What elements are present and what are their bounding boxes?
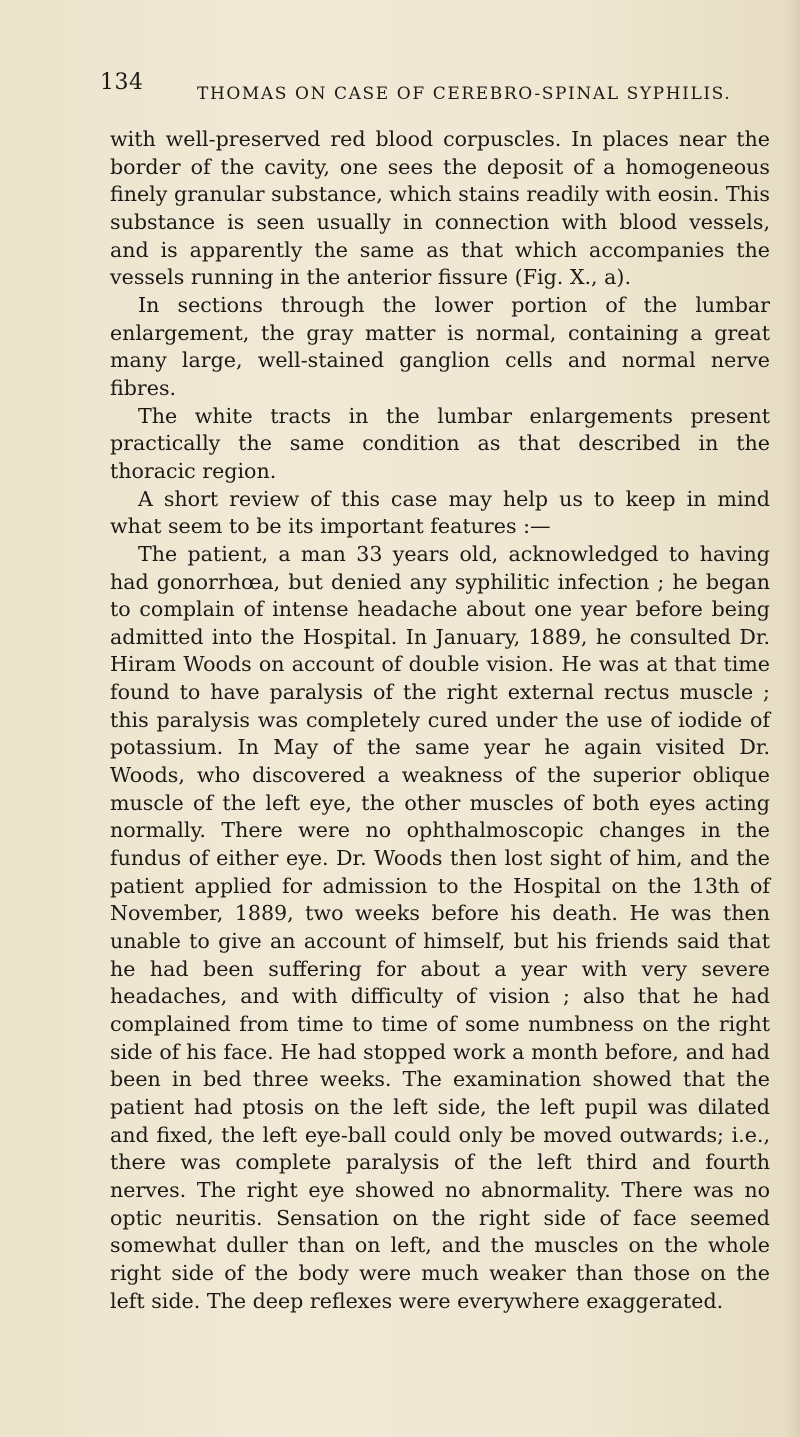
page-number: 134 [100, 70, 144, 95]
running-head: THOMAS ON CASE OF CEREBRO-SPINAL SYPHILIS. [197, 84, 732, 104]
paragraph-white-tracts: The white tracts in the lumbar enlargements present practically the same condition as that described in the thoracic region. [110, 403, 770, 483]
body-text [110, 126, 770, 1315]
paragraph-review-intro: A short review of this case may help us to keep in mind what seem to be its important features :— [110, 486, 770, 539]
paragraph-lumbar-gray-matter: In sections through the lower portion of the lumbar enlargement, the gray matter is normal, containing a great many large, well-stained ganglion cells and normal nerve fibres. [110, 292, 770, 400]
paragraph-continued: with well-preserved red blood corpuscles. In places near the border of the cavity, one sees the deposit of a homogeneous finely granular substance, which stains readily with eosin. This substance is seen usually in connection with blood vessels, and is apparently the same as that which accompanies the vessels running in the anterior fissure (Fig. X., a). [110, 127, 770, 290]
page-edge-shadow [786, 0, 800, 1437]
page-header [100, 70, 780, 110]
paragraph-case-summary: The patient, a man 33 years old, acknowledged to having had gonorrhœa, but denied any syphilitic infection ; he began to complain of intense headache about one year before being admitted into the Hospital. In January, 1889, he consulted Dr. Hiram Woods on account of double vision. He was at that time found to have paralysis of the right external rectus muscle ; this paralysis was completely cured under the use of iodide of potassium. In May of the same year he again visited Dr. Woods, who discovered a weakness of the superior oblique muscle of the left eye, the other muscles of both eyes acting normally. There were no ophthalmoscopic changes in the fundus of either eye. Dr. Woods then lost sight of him, and the patient applied for admission to the Hospital on the 13th of November, 1889, two weeks before his death. He was then unable to give an account of himself, but his friends said that he had been suffering for about a year with very severe headaches, and with difficulty of vision ; also that he had complained from time to time of some numbness on the right side of his face. He had stopped work a month before, and had been in bed three weeks. The examination showed that the patient had ptosis on the left side, the left pupil was dilated and fixed, the left eye-ball could only be moved outwards; i.e., there was complete paralysis of the left third and fourth nerves. The right eye showed no abnormality. There was no optic neuritis. Sensation on the right side of face seemed somewhat duller than on left, and the muscles on the whole right side of the body were much weaker than those on the left side. The deep reflexes were everywhere exaggerated. [110, 541, 770, 1313]
